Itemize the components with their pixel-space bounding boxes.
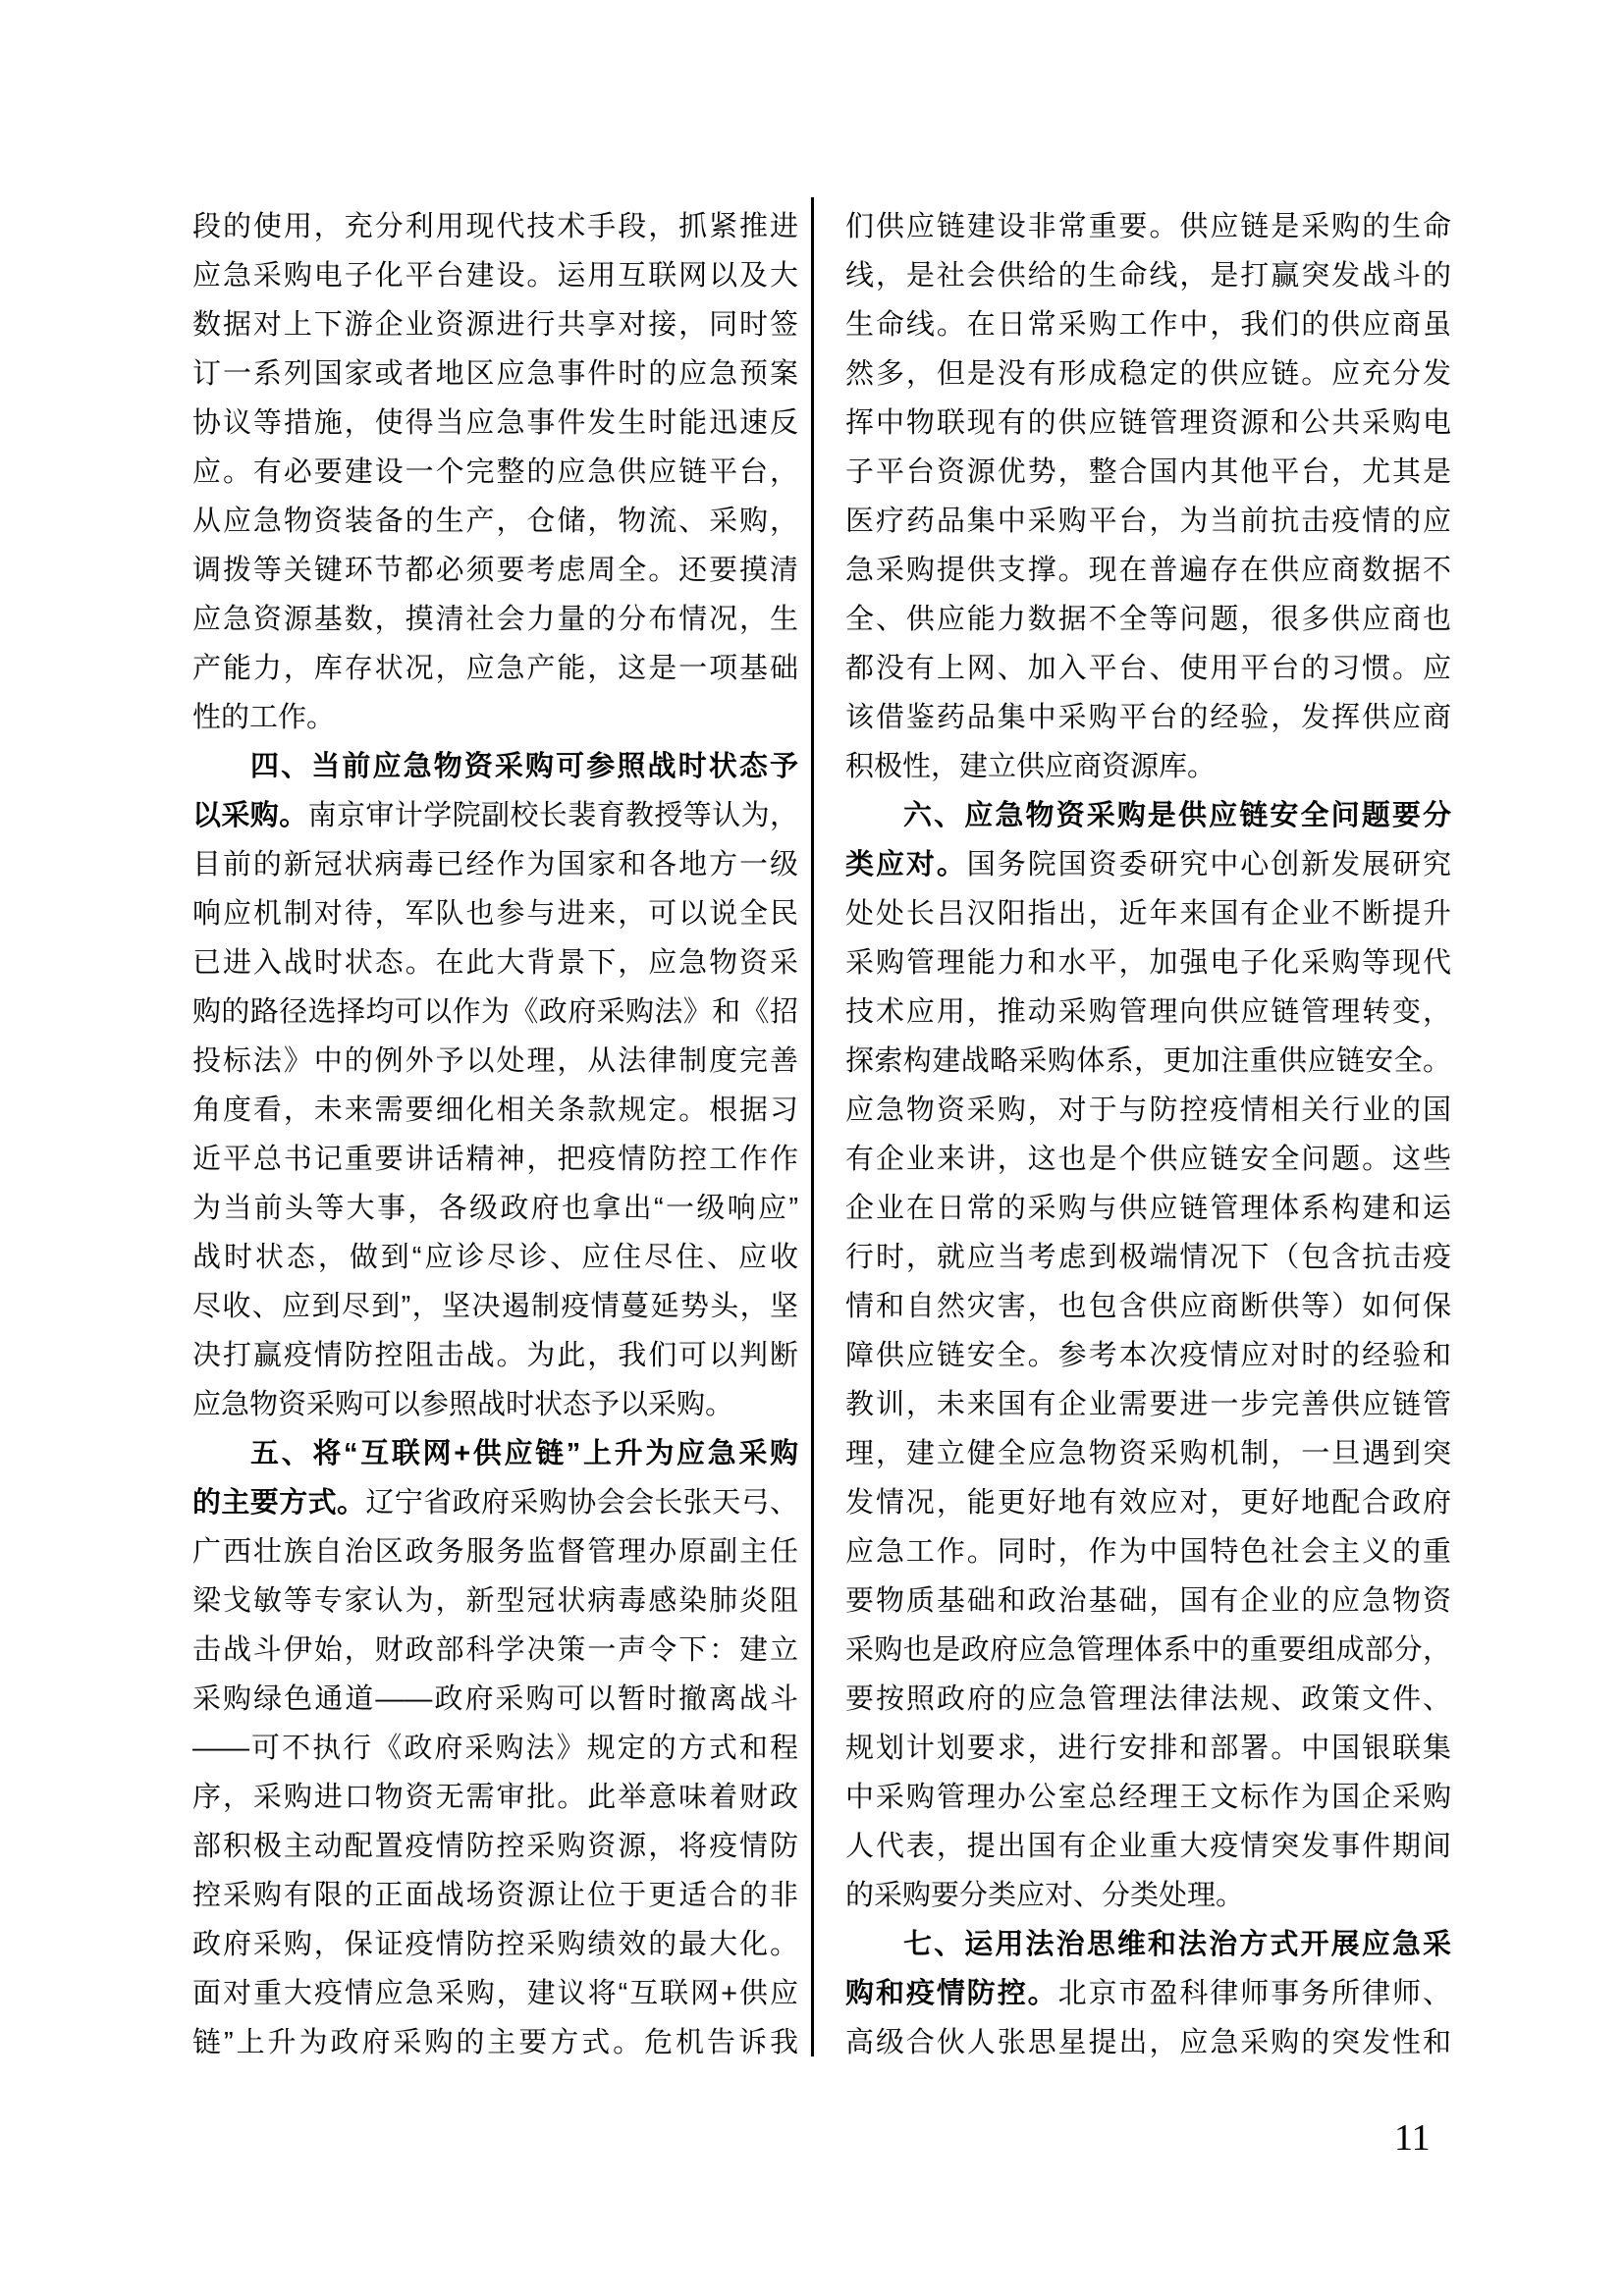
body-text-run: 高级合伙人张思星提出，应急采购的突发性和 (845, 2027, 1451, 2058)
text-line (192, 791, 798, 840)
text-line (192, 1576, 798, 1626)
text-line (192, 1675, 798, 1724)
body-text-run: 尽收、应到尽到”，坚决遏制疫情蔓延势头，坚 (192, 1291, 798, 1322)
text-line (845, 497, 1451, 546)
text-line (845, 1282, 1451, 1331)
text-line (192, 1773, 798, 1822)
text-line (845, 1429, 1451, 1478)
text-line (845, 1527, 1451, 1576)
body-text-run: 南京审计学院副校长裴育教授等认为， (307, 800, 798, 831)
body-text-run: 数据对上下游企业资源进行共享对接，同时签 (192, 309, 798, 341)
body-text-run: 订一系列国家或者地区应急事件时的应急预案 (192, 358, 798, 390)
text-line (192, 1331, 798, 1380)
text-line (845, 1773, 1451, 1822)
text-line (845, 889, 1451, 938)
text-line (192, 1380, 798, 1429)
text-line (845, 988, 1451, 1037)
text-line (192, 742, 798, 791)
text-line (845, 1331, 1451, 1380)
body-text-run: 面对重大疫情应急采购，建议将“互联网+供应 (192, 1978, 798, 2009)
body-text-run: 发情况，能更好地有效应对，更好地配合政府 (845, 1487, 1451, 1519)
text-line (845, 349, 1451, 399)
text-line (845, 938, 1451, 988)
body-text-run: 产能力，库存状况，应急产能，这是一项基础 (192, 653, 798, 684)
body-text-run: 教训，未来国有企业需要进一步完善供应链管 (845, 1389, 1451, 1420)
text-line (192, 1184, 798, 1233)
body-text-run: 理，建立健全应急物资采购机制，一旦遇到突 (845, 1438, 1451, 1469)
body-text-run: 已进入战时状态。在此大背景下，应急物资采 (192, 947, 798, 979)
text-line (845, 742, 1451, 791)
text-line (192, 1969, 798, 2018)
text-line (192, 1037, 798, 1086)
body-text-run: 性的工作。 (192, 702, 336, 733)
body-text-run: 应急采购电子化平台建设。运用互联网以及大 (192, 260, 798, 292)
body-text-run: 要按照政府的应急管理法律法规、政策文件、 (845, 1683, 1451, 1715)
body-text-run: 积极性，建立供应商资源库。 (845, 751, 1217, 782)
text-line (192, 1282, 798, 1331)
text-line (192, 1086, 798, 1135)
heading-text-run: 六、应急物资采购是供应链安全问题要分 (903, 800, 1451, 831)
body-text-run: 调拨等关键环节都必须要考虑周全。还要摸清 (192, 555, 798, 586)
text-line (845, 1478, 1451, 1527)
left-text-column (192, 202, 798, 2067)
body-text-run: 战时状态，做到“应诊尽诊、应住尽住、应收 (192, 1242, 798, 1273)
body-text-run: 链”上升为政府采购的主要方式。危机告诉我 (192, 2027, 798, 2058)
body-text-run: 辽宁省政府采购协会会长张天弓、 (365, 1487, 798, 1519)
heading-text-run: 五、将“互联网+供应链”上升为应急采购 (250, 1438, 798, 1469)
text-line (845, 1135, 1451, 1184)
text-line (845, 1871, 1451, 1920)
text-line (192, 546, 798, 595)
text-line (192, 1135, 798, 1184)
body-text-run: 段的使用，充分利用现代技术手段，抓紧推进 (192, 211, 798, 242)
body-text-run: 生命线。在日常采购工作中，我们的供应商虽 (845, 309, 1451, 341)
text-line (192, 1478, 798, 1527)
body-text-run: 都没有上网、加入平台、使用平台的习惯。应 (845, 653, 1451, 684)
body-text-run: 协议等措施，使得当应急事件发生时能迅速反 (192, 407, 798, 439)
text-line (192, 1429, 798, 1478)
text-line (192, 938, 798, 988)
body-text-run: 子平台资源优势，整合国内其他平台，尤其是 (845, 456, 1451, 488)
text-line (192, 2018, 798, 2067)
text-line (192, 889, 798, 938)
text-line (192, 1527, 798, 1576)
body-text-run: 该借鉴药品集中采购平台的经验，发挥供应商 (845, 702, 1451, 733)
column-divider-rule (811, 197, 814, 2056)
body-text-run: 响应机制对待，军队也参与进来，可以说全民 (192, 898, 798, 930)
body-text-run: 人代表，提出国有企业重大疫情突发事件期间 (845, 1831, 1451, 1862)
text-line (845, 2018, 1451, 2067)
body-text-run: 应。有必要建设一个完整的应急供应链平台， (192, 456, 798, 488)
text-line (845, 448, 1451, 497)
body-text-run: 急采购提供支撑。现在普遍存在供应商数据不 (845, 555, 1451, 586)
body-text-run: 情和自然灾害，也包含供应商断供等）如何保 (845, 1291, 1451, 1322)
text-line (845, 251, 1451, 300)
text-line (845, 644, 1451, 693)
body-text-run: 部积极主动配置疫情防控采购资源，将疫情防 (192, 1831, 798, 1862)
text-line (845, 202, 1451, 251)
text-line (845, 1626, 1451, 1675)
text-line (845, 1233, 1451, 1282)
body-text-run: 从应急物资装备的生产，仓储，物流、采购， (192, 506, 798, 537)
text-line (192, 349, 798, 399)
text-line (845, 1380, 1451, 1429)
text-line (192, 840, 798, 889)
body-text-run: 医疗药品集中采购平台，为当前抗击疫情的应 (845, 506, 1451, 537)
text-line (845, 693, 1451, 742)
body-text-run: 挥中物联现有的供应链管理资源和公共采购电 (845, 407, 1451, 439)
text-line (845, 1675, 1451, 1724)
heading-text-run: 四、当前应急物资采购可参照战时状态予 (250, 751, 798, 782)
heading-text-run: 以采购。 (192, 800, 308, 831)
body-text-run: 采购绿色通道——政府采购可以暂时撤离战斗 (192, 1683, 798, 1715)
body-text-run: 广西壮族自治区政务服务监督管理办原副主任 (192, 1536, 798, 1568)
text-line (845, 595, 1451, 644)
body-text-run: 梁戈敏等专家认为，新型冠状病毒感染肺炎阻 (192, 1585, 798, 1617)
text-line (845, 1724, 1451, 1773)
body-text-run: 线，是社会供给的生命线，是打赢突发战斗的 (845, 260, 1451, 292)
text-line (192, 251, 798, 300)
body-text-run: 序，采购进口物资无需审批。此举意味着财政 (192, 1782, 798, 1813)
text-line (192, 448, 798, 497)
text-line (192, 644, 798, 693)
text-line (192, 1233, 798, 1282)
body-text-run: 目前的新冠状病毒已经作为国家和各地方一级 (192, 849, 798, 881)
body-text-run: 然多，但是没有形成稳定的供应链。应充分发 (845, 358, 1451, 390)
body-text-run: 近平总书记重要讲话精神，把疫情防控工作作 (192, 1144, 798, 1175)
heading-text-run: 的主要方式。 (192, 1487, 366, 1519)
body-text-run: 中采购管理办公室总经理王文标作为国企采购 (845, 1782, 1451, 1813)
text-line (845, 1920, 1451, 1969)
heading-text-run: 类应对。 (845, 849, 967, 881)
body-text-run: 决打赢疫情防控阻击战。为此，我们可以判断 (192, 1340, 798, 1371)
text-line (845, 840, 1451, 889)
body-text-run: 的采购要分类应对、分类处理。 (845, 1880, 1245, 1911)
text-line (192, 595, 798, 644)
text-line (192, 399, 798, 448)
text-line (845, 399, 1451, 448)
text-line (845, 1037, 1451, 1086)
body-text-run: 处处长吕汉阳指出，近年来国有企业不断提升 (845, 898, 1451, 930)
text-line (192, 1822, 798, 1871)
body-text-run: 全、供应能力数据不全等问题，很多供应商也 (845, 604, 1451, 635)
heading-text-run: 购和疫情防控。 (845, 1978, 1058, 2009)
body-text-run: 采购也是政府应急管理体系中的重要组成部分， (845, 1634, 1451, 1666)
body-text-run: 企业在日常的采购与供应链管理体系构建和运 (845, 1193, 1451, 1224)
text-line (845, 1184, 1451, 1233)
body-text-run: 障供应链安全。参考本次疫情应对时的经验和 (845, 1340, 1451, 1371)
text-line (845, 1969, 1451, 2018)
body-text-run: 技术应用，推动采购管理向供应链管理转变， (845, 996, 1451, 1028)
body-text-run: 为当前头等大事，各级政府也拿出“一级响应” (192, 1193, 798, 1224)
text-line (192, 300, 798, 349)
text-line (192, 497, 798, 546)
text-line (845, 546, 1451, 595)
body-text-run: 探索构建战略采购体系，更加注重供应链安全。 (845, 1045, 1451, 1077)
body-text-run: 规划计划要求，进行安排和部署。中国银联集 (845, 1733, 1451, 1764)
body-text-run: 有企业来讲，这也是个供应链安全问题。这些 (845, 1144, 1451, 1175)
right-text-column (845, 202, 1451, 2067)
text-line (192, 693, 798, 742)
body-text-run: 应急物资采购，对于与防控疫情相关行业的国 (845, 1095, 1451, 1126)
body-text-run: 角度看，未来需要细化相关条款规定。根据习 (192, 1095, 798, 1126)
body-text-run: 行时，就应当考虑到极端情况下（包含抗击疫 (845, 1242, 1451, 1273)
text-line (845, 791, 1451, 840)
body-text-run: 应急工作。同时，作为中国特色社会主义的重 (845, 1536, 1451, 1568)
body-text-run: 要物质基础和政治基础，国有企业的应急物资 (845, 1585, 1451, 1617)
body-text-run: 击战斗伊始，财政部科学决策一声令下：建立 (192, 1634, 798, 1666)
text-line (845, 1822, 1451, 1871)
body-text-run: 采购管理能力和水平，加强电子化采购等现代 (845, 947, 1451, 979)
body-text-run: 国务院国资委研究中心创新发展研究 (966, 849, 1451, 881)
body-text-run: 北京市盈科律师事务所律师、 (1057, 1978, 1451, 2009)
body-text-run: 投标法》中的例外予以处理，从法律制度完善 (192, 1045, 798, 1077)
body-text-run: 控采购有限的正面战场资源让位于更适合的非 (192, 1880, 798, 1911)
text-line (845, 300, 1451, 349)
text-line (845, 1576, 1451, 1626)
body-text-run: 应急物资采购可以参照战时状态予以采购。 (192, 1389, 734, 1420)
text-line (192, 202, 798, 251)
text-line (192, 1871, 798, 1920)
text-line (192, 1920, 798, 1969)
body-text-run: 购的路径选择均可以作为《政府采购法》和《招 (192, 996, 798, 1028)
page-number: 11 (1394, 2117, 1431, 2159)
body-text-run: 们供应链建设非常重要。供应链是采购的生命 (845, 211, 1451, 242)
text-line (845, 1086, 1451, 1135)
body-text-run: 政府采购，保证疫情防控采购绩效的最大化。 (192, 1929, 798, 1960)
text-line (192, 988, 798, 1037)
text-line (192, 1626, 798, 1675)
body-text-run: 应急资源基数，摸清社会力量的分布情况，生 (192, 604, 798, 635)
heading-text-run: 七、运用法治思维和法治方式开展应急采 (903, 1929, 1451, 1960)
text-line (192, 1724, 798, 1773)
body-text-run: ——可不执行《政府采购法》规定的方式和程 (192, 1733, 798, 1764)
